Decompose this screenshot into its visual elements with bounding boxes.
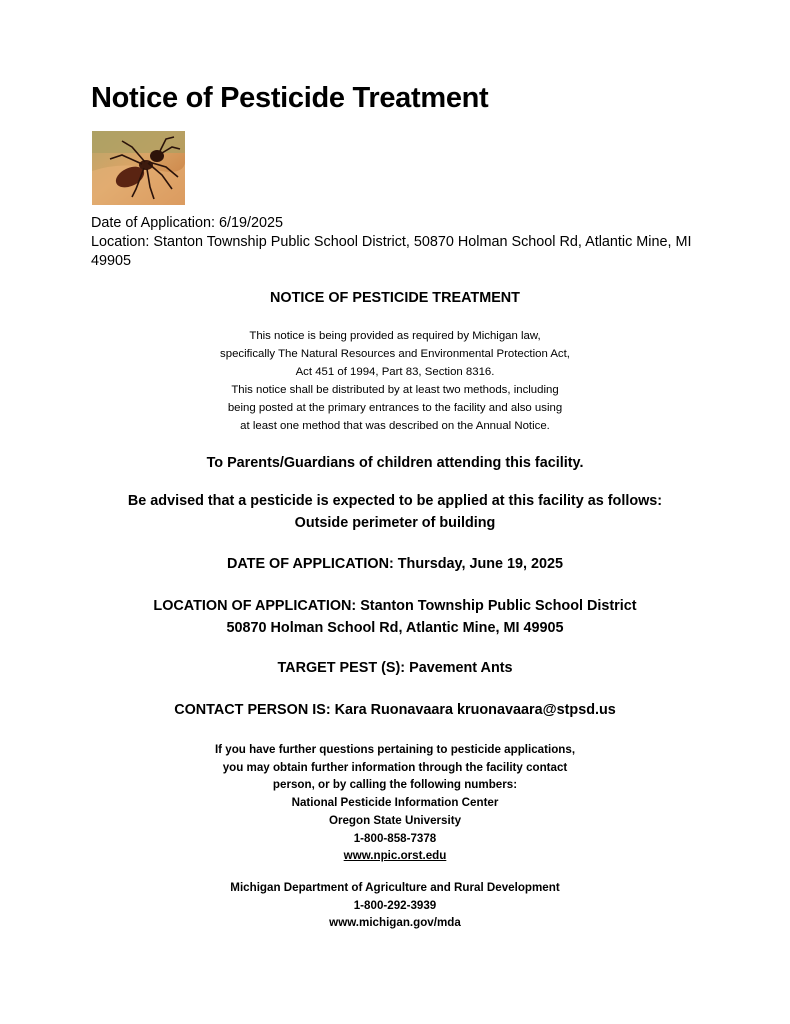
mda-phone: 1-800-292-3939 xyxy=(353,898,437,912)
legal-line: This notice is being provided as required by Michigan law, xyxy=(249,330,541,342)
legal-line: Act 451 of 1994, Part 83, Section 8316. xyxy=(295,366,495,378)
location-line: LOCATION OF APPLICATION: Stanton Township Public School District xyxy=(153,598,637,614)
application-location-zip: 49905 xyxy=(91,253,132,269)
page-title: Notice of Pesticide Treatment xyxy=(91,82,489,114)
location-address: 50870 Holman School Rd, Atlantic Mine, MI 49905 xyxy=(226,619,564,636)
npic-phone: 1-800-858-7378 xyxy=(353,831,437,845)
legal-line: being posted at the primary entrances to the facility and also using xyxy=(227,402,563,414)
notice-heading: NOTICE OF PESTICIDE TREATMENT xyxy=(270,290,520,306)
legal-line: This notice shall be distributed by at least two methods, including xyxy=(231,384,559,396)
date-of-application: DATE OF APPLICATION: Thursday, June 19, 2025 xyxy=(226,556,564,572)
parents-notice: To Parents/Guardians of children attending this facility. xyxy=(206,455,584,471)
legal-line: at least one method that was described on the Annual Notice. xyxy=(240,420,550,432)
location-of-application xyxy=(0,596,790,639)
application-meta xyxy=(91,214,711,271)
osu-name: Oregon State University xyxy=(328,813,462,827)
info-line: If you have further questions pertaining to pesticide applications, xyxy=(214,743,576,756)
application-date: Date of Application: 6/19/2025 xyxy=(91,215,284,231)
target-pest: TARGET PEST (S): Pavement Ants xyxy=(277,660,513,676)
advisory-line: Be advised that a pesticide is expected to be applied at this facility as follows: xyxy=(127,493,663,509)
mda-contact xyxy=(0,879,790,932)
legal-line: specifically The Natural Resources and Environmental Protection Act, xyxy=(220,348,570,360)
ant-photo-icon xyxy=(92,131,185,205)
legal-notice xyxy=(0,327,790,435)
mda-name: Michigan Department of Agriculture and Rural Development xyxy=(230,881,560,894)
info-line: you may obtain further information through the facility contact xyxy=(222,760,568,774)
treatment-area: Outside perimeter of building xyxy=(294,514,496,531)
application-location: Location: Stanton Township Public School District, 50870 Holman School Rd, Atlantic Mine, MI xyxy=(91,234,692,250)
npic-name: National Pesticide Information Center xyxy=(291,796,499,810)
contact-person: CONTACT PERSON IS: Kara Ruonavaara kruonavaara@stpsd.us xyxy=(174,702,616,718)
info-line: person, or by calling the following numbers: xyxy=(272,778,518,792)
further-info xyxy=(0,741,790,865)
mda-website: www.michigan.gov/mda xyxy=(329,916,461,930)
advisory xyxy=(0,491,790,534)
npic-website-link[interactable]: www.npic.orst.edu xyxy=(343,849,447,863)
